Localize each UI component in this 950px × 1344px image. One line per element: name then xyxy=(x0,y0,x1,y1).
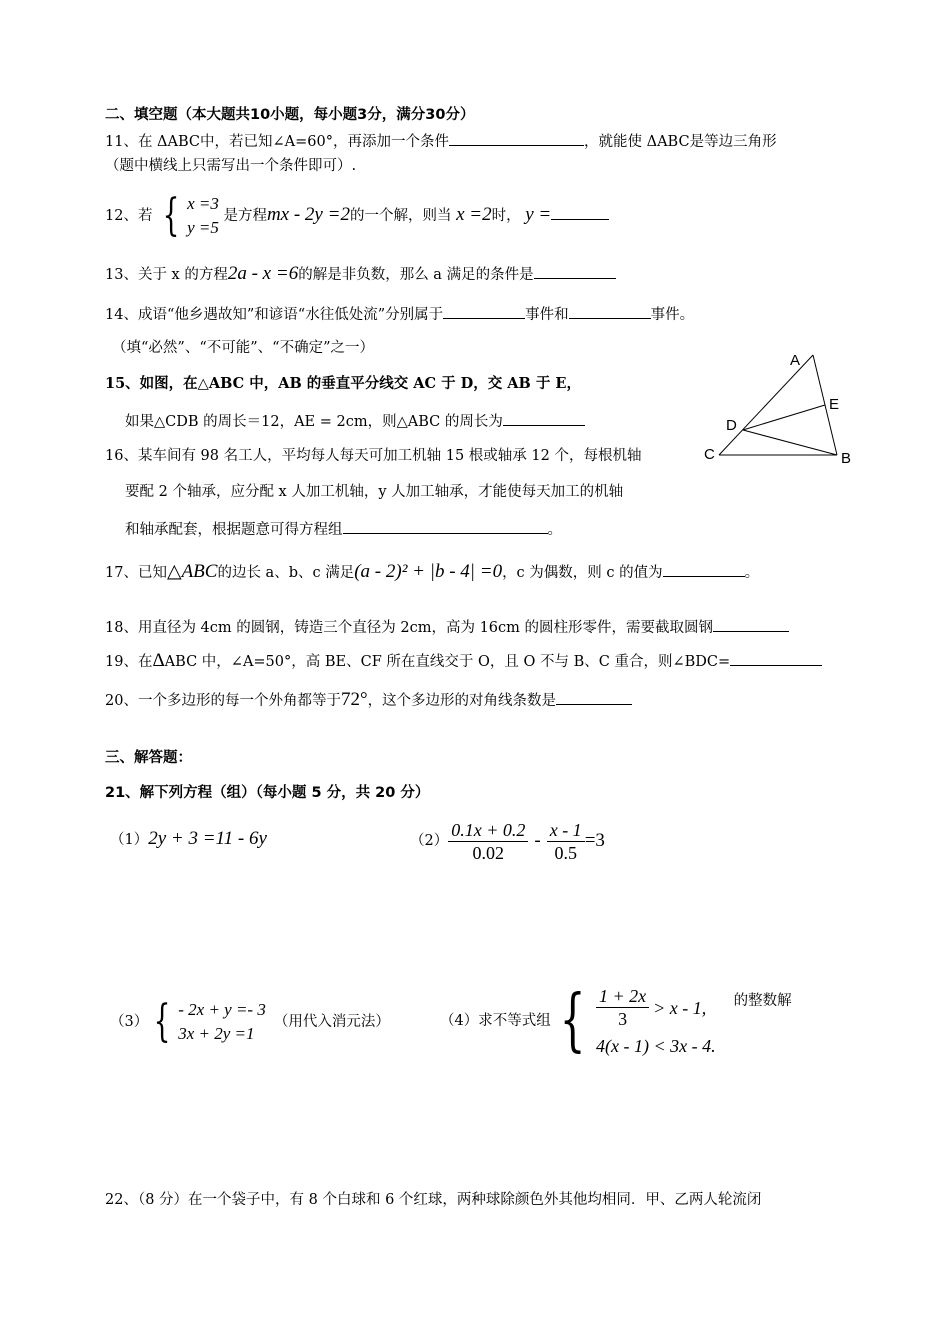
section2-title: 二、填空题（本大题共10小题，每小题3分，满分30分） xyxy=(105,107,475,123)
question-21-title: 21、解下列方程（组）（每小题 5 分，共 20 分） xyxy=(105,785,430,801)
question-21-part4: （4）求不等式组 { $\frac{1 + 2x}{3}$ > x - 1, 4(x - 1) < 3x - 4. 的整数解 xyxy=(440,980,792,1060)
answer-blank-14b[interactable] xyxy=(569,303,651,319)
section3-title: 三、解答题： xyxy=(105,750,192,766)
segment-DE xyxy=(743,405,825,430)
answer-blank-11[interactable] xyxy=(449,130,584,146)
question-20: 20、一个多边形的每一个外角都等于72°，这个多边形的对角线条数是 xyxy=(105,689,632,711)
question-11: 11、在 ΔABC中，若已知∠A=60°，再添加一个条件 ，就能使 ΔABC是等边三角形 xyxy=(105,130,777,152)
question-16-line3: 和轴承配套，根据题意可得方程组 。 xyxy=(125,518,562,540)
equation-system-21-3: { - 2x + y =- 3 3x + 2y =1 xyxy=(153,996,266,1047)
answer-blank-13[interactable] xyxy=(534,263,616,279)
question-21-part3: （3） { - 2x + y =- 3 3x + 2y =1 （用代入消元法） xyxy=(110,996,390,1047)
label-C: C xyxy=(704,446,715,463)
label-B: B xyxy=(841,450,852,467)
answer-blank-12[interactable] xyxy=(551,204,609,220)
question-15-line2: 如果△CDB 的周长＝12，AE = 2cm，则△ABC 的周长为 xyxy=(125,410,585,432)
answer-blank-18[interactable] xyxy=(713,616,789,632)
segment-DB xyxy=(743,430,837,455)
side-AC xyxy=(719,355,813,455)
question-17: 17、已知△ABC的边长 a、b、c 满足(a - 2)² + |b - 4| =0，c 为偶数，则 c 的值为 。 xyxy=(105,561,760,582)
question-15: 15、如图，在△ABC 中，AB 的垂直平分线交 AC 于 D，交 AB 于 E， xyxy=(105,375,581,392)
question-21-part1: （1）2y + 3 =11 - 6y xyxy=(110,828,267,849)
question-21-part2: （2） $\frac{0.1x + 0.2}{0.02}$ - $\frac{x - 1}{0.5}$ =3 xyxy=(410,819,605,863)
answer-blank-20[interactable] xyxy=(556,689,632,705)
label-E: E xyxy=(829,396,840,413)
question-13: 13、关于 x 的方程2a - x =6的解是非负数，那么 a 满足的条件是 xyxy=(105,263,616,285)
inequality-system-21-4: { $\frac{1 + 2x}{3}$ > x - 1, 4(x - 1) < 3x - 4. xyxy=(559,980,716,1060)
question-11-note: （题中横线上只需写出一个条件即可）. xyxy=(105,158,357,174)
question-14: 14、成语“他乡遇故知”和谚语“水往低处流”分别属于 事件和 事件。 xyxy=(105,303,694,325)
label-D: D xyxy=(726,417,737,434)
question-12: 12、若 { x =3 y =5 是方程mx - 2y =2的一个解，则当 x =2时， y = xyxy=(105,192,609,240)
triangle-figure xyxy=(700,345,870,475)
answer-blank-14a[interactable] xyxy=(443,303,525,319)
question-14-note: （填“必然”、“不可能”、“不确定”之一） xyxy=(112,340,374,356)
fraction-2: $\frac{x - 1}{0.5}$ xyxy=(547,819,585,864)
answer-blank-16[interactable] xyxy=(343,518,548,534)
label-A: A xyxy=(790,352,801,369)
answer-blank-17[interactable] xyxy=(663,561,745,577)
question-16-line2: 要配 2 个轴承，应分配 x 人加工机轴，y 人加工轴承，才能使每天加工的机轴 xyxy=(125,484,624,500)
question-18: 18、用直径为 4cm 的圆钢，铸造三个直径为 2cm，高为 16cm 的圆柱形零件，需要截取圆钢 xyxy=(105,616,789,638)
fraction-1: $\frac{0.1x + 0.2}{0.02}$ xyxy=(448,819,528,864)
answer-blank-15[interactable] xyxy=(503,410,585,426)
question-19: 19、在ΔABC 中，∠A=50°，高 BE、CF 所在直线交于 O，且 O 不与 B、C 重合，则∠BDC= xyxy=(105,650,822,672)
answer-blank-19[interactable] xyxy=(730,650,822,666)
equation-system-12: { x =3 y =5 xyxy=(162,190,219,241)
question-16: 16、某车间有 98 名工人，平均每人每天可加工机轴 15 根或轴承 12 个，每根机轴 xyxy=(105,448,642,464)
question-22: 22、（8 分）在一个袋子中，有 8 个白球和 6 个红球，两种球除颜色外其他均相同．甲、乙两人轮流闭 xyxy=(105,1192,762,1208)
